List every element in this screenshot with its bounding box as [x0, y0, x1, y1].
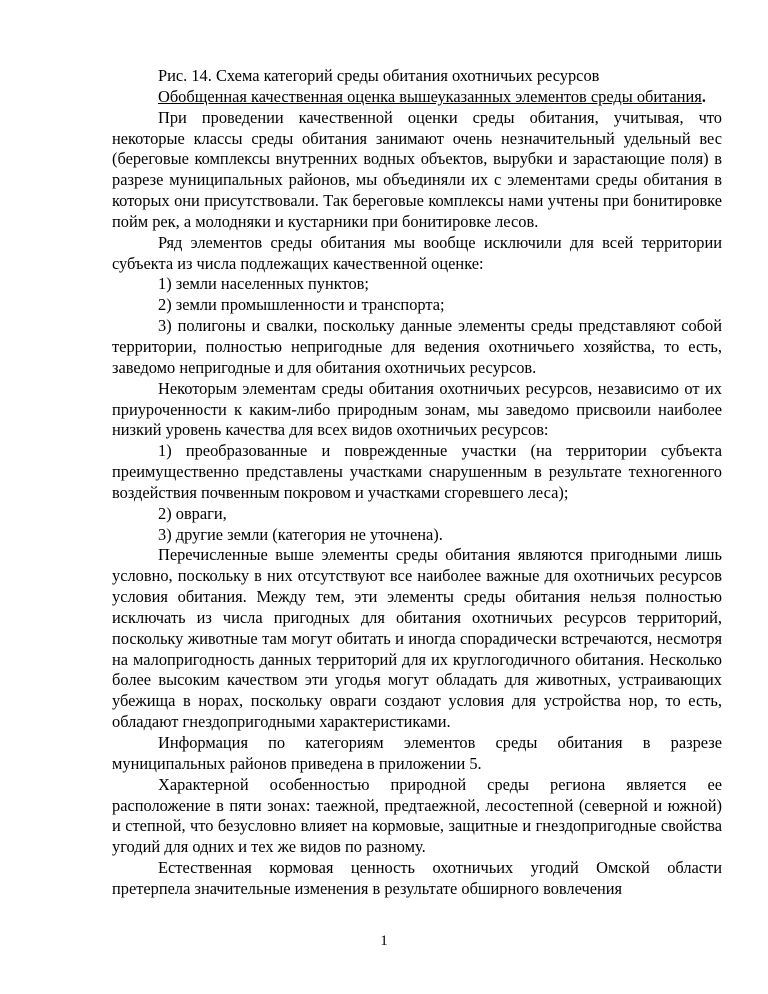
paragraph: Информация по категориям элементов среды обитания в разрезе муниципальных районов приведена в приложении 5.	[112, 733, 722, 773]
list-item: 1) преобразованные и поврежденные участки (на территории субъекта преимущественно представлены участками снарушенным в результате техногенного воздействия почвенным покровом и участками сгоревшего леса);	[112, 441, 722, 502]
document-page	[112, 66, 722, 900]
section-heading-dot: .	[701, 86, 706, 106]
paragraph: Естественная кормовая ценность охотничьих угодий Омской области претерпела значительные изменения в результате обширного вовлечения	[112, 858, 722, 898]
list-item: 3) другие земли (категория не уточнена).	[158, 524, 443, 544]
figure-caption: Рис. 14. Схема категорий среды обитания охотничьих ресурсов	[158, 66, 600, 85]
paragraph: Ряд элементов среды обитания мы вообще исключили для всей территории субъекта из числа подлежащих качественной оценке:	[112, 232, 722, 273]
paragraph: Перечисленные выше элементы среды обитания являются пригодными лишь условно, поскольку в них отсутствуют все наиболее важные для охотничьих ресурсов условия обитания. Между тем, эти элементы среды обитания нельзя полностью исключать из числа пригодных для обитания охотничьих ресурсов территорий, поскольку животные там могут обитать и иногда спорадически встречаются, несмотря на малопригодность данных территорий для их круглогодичного обитания. Несколько более высоким качеством эти угодья могут обладать для животных, устраивающих убежища в норах, поскольку овраги создают условия для устройства нор, то есть, обладают гнездопригодными характеристиками.	[112, 545, 722, 732]
list-item: 2) земли промышленности и транспорта;	[158, 295, 445, 315]
section-heading-text: Обобщенная качественная оценка вышеуказанных элементов среды обитания	[158, 86, 702, 106]
list-item: 1) земли населенных пунктов;	[158, 274, 369, 294]
paragraph: Характерной особенностью природной среды региона является ее расположение в пяти зонах: таежной, предтаежной, лесостепной (северной и южной) и степной, что безусловно влияет на кормовые, защитные и гнездопригодные свойства угодий для одних и тех же видов по разному.	[112, 774, 722, 857]
section-heading	[112, 87, 722, 108]
paragraph: При проведении качественной оценки среды обитания, учитывая, что некоторые классы среды обитания занимают очень незначительный удельный вес (береговые комплексы внутренних водных объектов, вырубки и зарастающие поля) в разрезе муниципальных районов, мы объединяли их с элементами среды обитания в которых они присутствовали. Так береговые комплексы нами учтены при бонитировке пойм рек, а молодняки и кустарники при бонитировке лесов.	[112, 107, 722, 231]
paragraph: Некоторым элементам среды обитания охотничьих ресурсов, независимо от их приуроченности к каким-либо природным зонам, мы заведомо присвоили наиболее низкий уровень качества для всех видов охотничьих ресурсов:	[112, 378, 722, 440]
list-item: 2) овраги,	[158, 503, 227, 523]
list-item: 3) полигоны и свалки, поскольку данные элементы среды представляют собой территории, полностью непригодные для ведения охотничьего хозяйства, то есть, заведомо непригодные и для обитания охотничьих ресурсов.	[112, 316, 722, 377]
page-number: 1	[380, 933, 388, 949]
